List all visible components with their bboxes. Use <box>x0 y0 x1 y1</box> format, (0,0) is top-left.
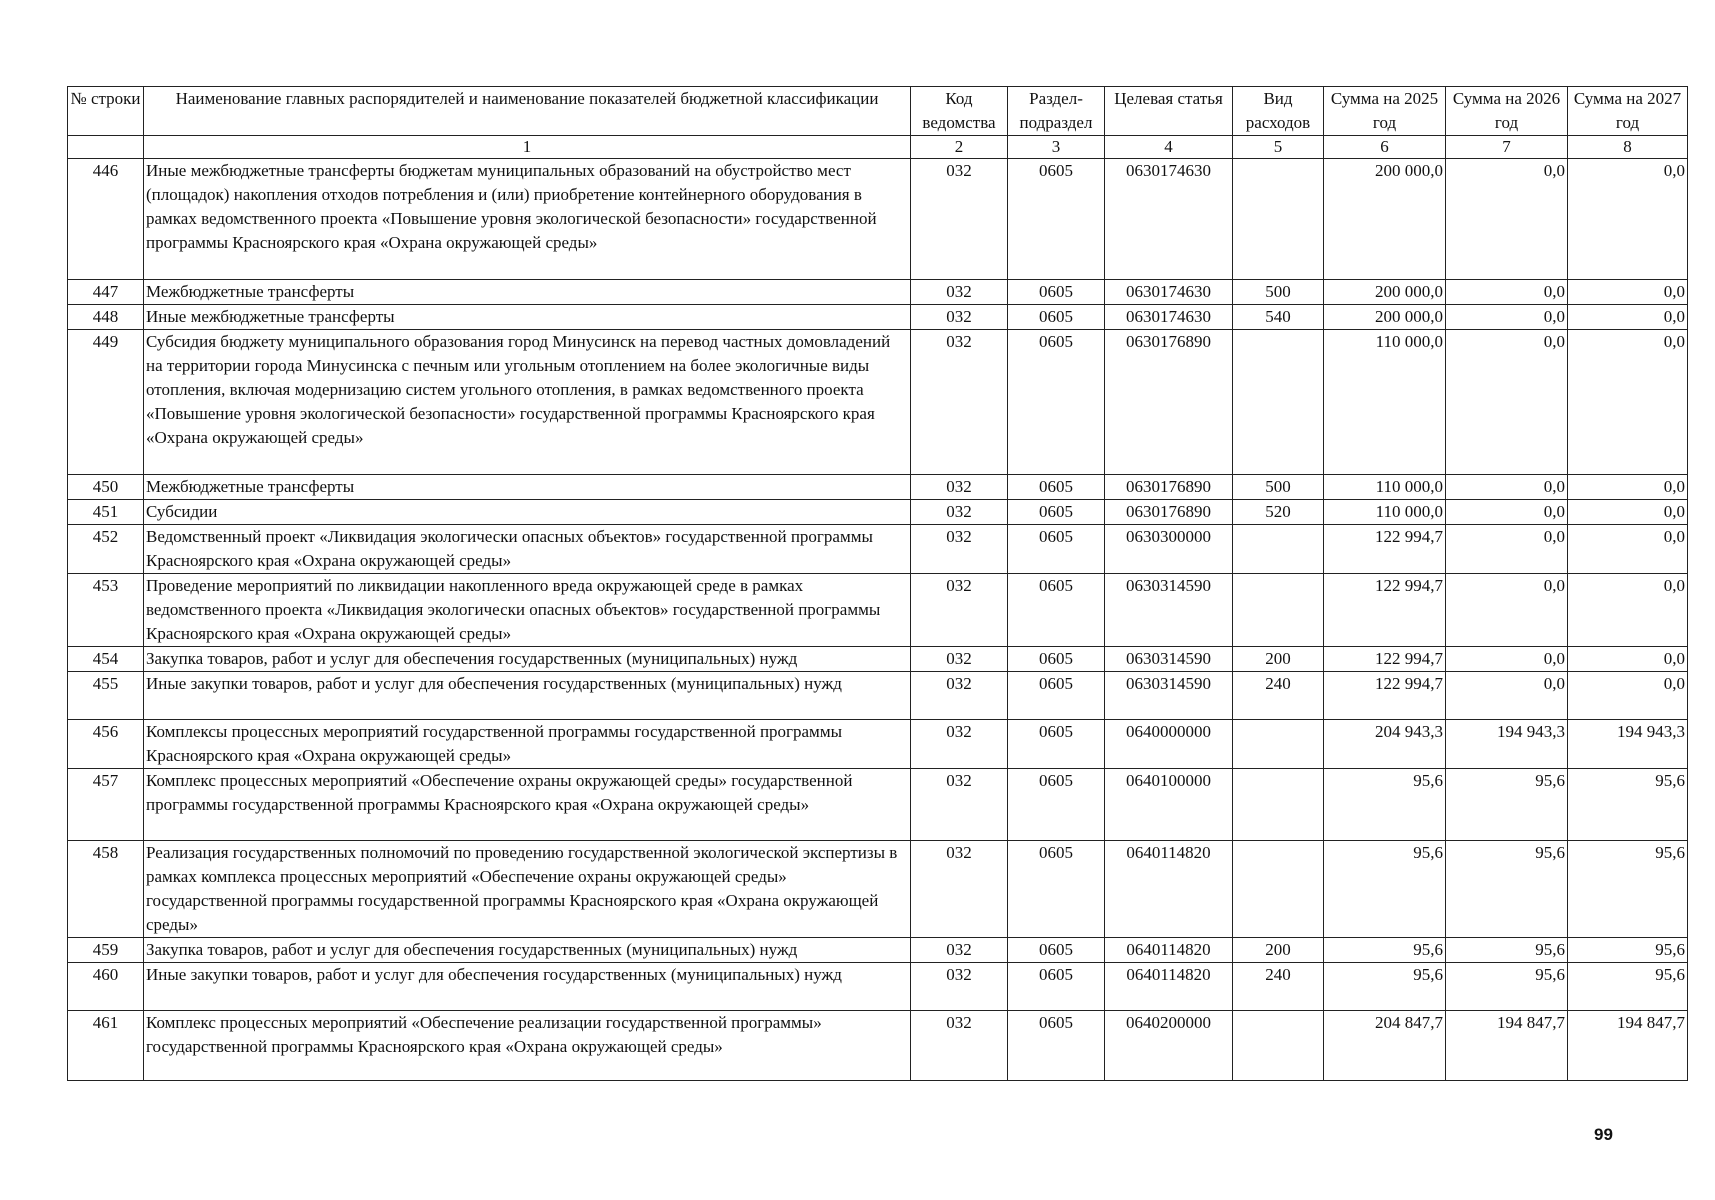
column-number: 7 <box>1446 136 1568 159</box>
table-row <box>68 475 1688 500</box>
section-code: 0605 <box>1008 159 1105 280</box>
row-name: Субсидия бюджету муниципального образования город Минусинск на перевод частных домовладений на территории города Минусинска с печным или угольным отоплением на более экологичные виды отопления, включая модернизацию систем угольного отопления, в рамках ведомственного проекта «Повышение уровня экологической безопасности» государственной программы Красноярского края «Охрана окружающей среды» <box>144 330 911 475</box>
department-code: 032 <box>911 672 1008 720</box>
table-row <box>68 963 1688 1011</box>
section-code: 0605 <box>1008 720 1105 769</box>
sum-2025: 95,6 <box>1324 841 1446 938</box>
sum-2027: 95,6 <box>1568 938 1688 963</box>
sum-2026: 95,6 <box>1446 938 1568 963</box>
column-number: 5 <box>1233 136 1324 159</box>
expense-type: 240 <box>1233 672 1324 720</box>
section-code: 0605 <box>1008 1011 1105 1081</box>
sum-2027: 194 943,3 <box>1568 720 1688 769</box>
section-code: 0605 <box>1008 938 1105 963</box>
column-number: 4 <box>1105 136 1233 159</box>
expense-type: 500 <box>1233 475 1324 500</box>
sum-2025: 200 000,0 <box>1324 280 1446 305</box>
sum-2026: 0,0 <box>1446 525 1568 574</box>
sum-2026: 0,0 <box>1446 574 1568 647</box>
header-row-number: № строки <box>68 87 144 136</box>
expense-type: 540 <box>1233 305 1324 330</box>
table-body <box>68 159 1688 1081</box>
sum-2027: 194 847,7 <box>1568 1011 1688 1081</box>
row-name: Комплексы процессных мероприятий государственной программы государственной программы Красноярского края «Охрана окружающей среды» <box>144 720 911 769</box>
sum-2025: 200 000,0 <box>1324 159 1446 280</box>
row-number: 457 <box>68 769 144 841</box>
row-name: Реализация государственных полномочий по проведению государственной экологической экспертизы в рамках комплекса процессных мероприятий «Обеспечение охраны окружающей среды» государственной программы государственной программы Красноярского края «Охрана окружающей среды» <box>144 841 911 938</box>
sum-2025: 95,6 <box>1324 769 1446 841</box>
sum-2026: 0,0 <box>1446 330 1568 475</box>
expense-type: 200 <box>1233 647 1324 672</box>
row-number: 453 <box>68 574 144 647</box>
column-number <box>68 136 144 159</box>
row-name: Иные закупки товаров, работ и услуг для обеспечения государственных (муниципальных) нужд <box>144 963 911 1011</box>
department-code: 032 <box>911 500 1008 525</box>
department-code: 032 <box>911 475 1008 500</box>
expense-type: 200 <box>1233 938 1324 963</box>
header-row <box>68 87 1688 136</box>
sum-2025: 110 000,0 <box>1324 500 1446 525</box>
sum-2025: 122 994,7 <box>1324 647 1446 672</box>
section-code: 0605 <box>1008 280 1105 305</box>
department-code: 032 <box>911 963 1008 1011</box>
section-code: 0605 <box>1008 475 1105 500</box>
expense-type: 520 <box>1233 500 1324 525</box>
section-code: 0605 <box>1008 525 1105 574</box>
expense-type <box>1233 769 1324 841</box>
header-sum-2025: Сумма на 2025 год <box>1324 87 1446 136</box>
row-number: 459 <box>68 938 144 963</box>
section-code: 0605 <box>1008 574 1105 647</box>
column-number: 8 <box>1568 136 1688 159</box>
expense-type <box>1233 330 1324 475</box>
row-name: Субсидии <box>144 500 911 525</box>
sum-2027: 95,6 <box>1568 963 1688 1011</box>
sum-2027: 0,0 <box>1568 475 1688 500</box>
section-code: 0605 <box>1008 647 1105 672</box>
sum-2027: 0,0 <box>1568 647 1688 672</box>
row-number: 460 <box>68 963 144 1011</box>
sum-2027: 0,0 <box>1568 500 1688 525</box>
table-row <box>68 841 1688 938</box>
row-name: Закупка товаров, работ и услуг для обеспечения государственных (муниципальных) нужд <box>144 647 911 672</box>
budget-table <box>67 86 1688 1081</box>
column-number: 6 <box>1324 136 1446 159</box>
section-code: 0605 <box>1008 672 1105 720</box>
row-number: 458 <box>68 841 144 938</box>
table-row <box>68 769 1688 841</box>
table-row <box>68 672 1688 720</box>
row-name: Ведомственный проект «Ликвидация экологически опасных объектов» государственной программы Красноярского края «Охрана окружающей среды» <box>144 525 911 574</box>
sum-2026: 95,6 <box>1446 963 1568 1011</box>
department-code: 032 <box>911 280 1008 305</box>
row-number: 456 <box>68 720 144 769</box>
target-article: 0630300000 <box>1105 525 1233 574</box>
target-article: 0640100000 <box>1105 769 1233 841</box>
row-name: Закупка товаров, работ и услуг для обеспечения государственных (муниципальных) нужд <box>144 938 911 963</box>
expense-type <box>1233 1011 1324 1081</box>
sum-2025: 200 000,0 <box>1324 305 1446 330</box>
header-name: Наименование главных распорядителей и наименование показателей бюджетной классификации <box>144 87 911 136</box>
row-name: Иные закупки товаров, работ и услуг для обеспечения государственных (муниципальных) нужд <box>144 672 911 720</box>
row-name: Проведение мероприятий по ликвидации накопленного вреда окружающей среде в рамках ведомственного проекта «Ликвидация экологически опасных объектов» государственной программы Красноярского края «Охрана окружающей среды» <box>144 574 911 647</box>
table-row <box>68 938 1688 963</box>
column-number: 2 <box>911 136 1008 159</box>
sum-2027: 0,0 <box>1568 574 1688 647</box>
department-code: 032 <box>911 647 1008 672</box>
target-article: 0630314590 <box>1105 672 1233 720</box>
sum-2027: 0,0 <box>1568 672 1688 720</box>
row-number: 461 <box>68 1011 144 1081</box>
header-sum-2026: Сумма на 2026 год <box>1446 87 1568 136</box>
sum-2025: 95,6 <box>1324 963 1446 1011</box>
department-code: 032 <box>911 159 1008 280</box>
row-number: 446 <box>68 159 144 280</box>
row-name: Межбюджетные трансферты <box>144 280 911 305</box>
row-number: 450 <box>68 475 144 500</box>
sum-2025: 122 994,7 <box>1324 525 1446 574</box>
sum-2026: 0,0 <box>1446 647 1568 672</box>
table-row <box>68 500 1688 525</box>
sum-2027: 0,0 <box>1568 330 1688 475</box>
table-row <box>68 330 1688 475</box>
sum-2027: 0,0 <box>1568 525 1688 574</box>
row-name: Комплекс процессных мероприятий «Обеспечение охраны окружающей среды» государственной программы государственной программы Красноярского края «Охрана окружающей среды» <box>144 769 911 841</box>
expense-type: 240 <box>1233 963 1324 1011</box>
table-row <box>68 280 1688 305</box>
table-row <box>68 574 1688 647</box>
sum-2025: 122 994,7 <box>1324 574 1446 647</box>
row-name: Межбюджетные трансферты <box>144 475 911 500</box>
header-expense-type: Вид расходов <box>1233 87 1324 136</box>
header-sum-2027: Сумма на 2027 год <box>1568 87 1688 136</box>
sum-2026: 194 847,7 <box>1446 1011 1568 1081</box>
sum-2025: 204 943,3 <box>1324 720 1446 769</box>
department-code: 032 <box>911 720 1008 769</box>
row-name: Иные межбюджетные трансферты <box>144 305 911 330</box>
department-code: 032 <box>911 525 1008 574</box>
row-number: 454 <box>68 647 144 672</box>
table-header <box>68 87 1688 159</box>
sum-2026: 0,0 <box>1446 672 1568 720</box>
sum-2026: 0,0 <box>1446 305 1568 330</box>
target-article: 0640114820 <box>1105 841 1233 938</box>
expense-type <box>1233 159 1324 280</box>
table-row <box>68 720 1688 769</box>
row-number: 448 <box>68 305 144 330</box>
table-row <box>68 159 1688 280</box>
column-number: 1 <box>144 136 911 159</box>
section-code: 0605 <box>1008 769 1105 841</box>
target-article: 0640114820 <box>1105 963 1233 1011</box>
sum-2027: 95,6 <box>1568 841 1688 938</box>
sum-2026: 194 943,3 <box>1446 720 1568 769</box>
department-code: 032 <box>911 938 1008 963</box>
section-code: 0605 <box>1008 305 1105 330</box>
column-number: 3 <box>1008 136 1105 159</box>
row-number: 447 <box>68 280 144 305</box>
sum-2025: 204 847,7 <box>1324 1011 1446 1081</box>
expense-type <box>1233 841 1324 938</box>
table-row <box>68 305 1688 330</box>
target-article: 0630176890 <box>1105 475 1233 500</box>
sum-2027: 0,0 <box>1568 280 1688 305</box>
department-code: 032 <box>911 769 1008 841</box>
sum-2025: 110 000,0 <box>1324 330 1446 475</box>
sum-2026: 0,0 <box>1446 475 1568 500</box>
target-article: 0640114820 <box>1105 938 1233 963</box>
expense-type <box>1233 720 1324 769</box>
sum-2025: 95,6 <box>1324 938 1446 963</box>
target-article: 0630174630 <box>1105 305 1233 330</box>
row-name: Комплекс процессных мероприятий «Обеспечение реализации государственной программы» государственной программы Красноярского края «Охрана окружающей среды» <box>144 1011 911 1081</box>
department-code: 032 <box>911 1011 1008 1081</box>
target-article: 0630174630 <box>1105 280 1233 305</box>
sum-2025: 122 994,7 <box>1324 672 1446 720</box>
sum-2026: 0,0 <box>1446 159 1568 280</box>
section-code: 0605 <box>1008 963 1105 1011</box>
expense-type <box>1233 525 1324 574</box>
department-code: 032 <box>911 330 1008 475</box>
target-article: 0630174630 <box>1105 159 1233 280</box>
column-numbers-row <box>68 136 1688 159</box>
department-code: 032 <box>911 305 1008 330</box>
row-number: 451 <box>68 500 144 525</box>
sum-2026: 95,6 <box>1446 769 1568 841</box>
page-number: 99 <box>1594 1125 1613 1144</box>
sum-2027: 0,0 <box>1568 305 1688 330</box>
section-code: 0605 <box>1008 841 1105 938</box>
table-row <box>68 1011 1688 1081</box>
target-article: 0630314590 <box>1105 574 1233 647</box>
table-row <box>68 525 1688 574</box>
table-row <box>68 647 1688 672</box>
header-section-subsection: Раздел- подраздел <box>1008 87 1105 136</box>
expense-type: 500 <box>1233 280 1324 305</box>
target-article: 0630314590 <box>1105 647 1233 672</box>
sum-2027: 95,6 <box>1568 769 1688 841</box>
sum-2025: 110 000,0 <box>1324 475 1446 500</box>
row-number: 449 <box>68 330 144 475</box>
sum-2026: 95,6 <box>1446 841 1568 938</box>
department-code: 032 <box>911 841 1008 938</box>
sum-2026: 0,0 <box>1446 500 1568 525</box>
sum-2027: 0,0 <box>1568 159 1688 280</box>
target-article: 0640000000 <box>1105 720 1233 769</box>
section-code: 0605 <box>1008 500 1105 525</box>
section-code: 0605 <box>1008 330 1105 475</box>
target-article: 0630176890 <box>1105 330 1233 475</box>
row-number: 452 <box>68 525 144 574</box>
sum-2026: 0,0 <box>1446 280 1568 305</box>
header-target-article: Целевая статья <box>1105 87 1233 136</box>
department-code: 032 <box>911 574 1008 647</box>
header-department-code: Код ведомства <box>911 87 1008 136</box>
row-name: Иные межбюджетные трансферты бюджетам муниципальных образований на обустройство мест (площадок) накопления отходов потребления и (или) приобретение контейнерного оборудования в рамках ведомственного проекта «Повышение уровня экологической безопасности» государственной программы Красноярского края «Охрана окружающей среды» <box>144 159 911 280</box>
row-number: 455 <box>68 672 144 720</box>
target-article: 0630176890 <box>1105 500 1233 525</box>
expense-type <box>1233 574 1324 647</box>
target-article: 0640200000 <box>1105 1011 1233 1081</box>
